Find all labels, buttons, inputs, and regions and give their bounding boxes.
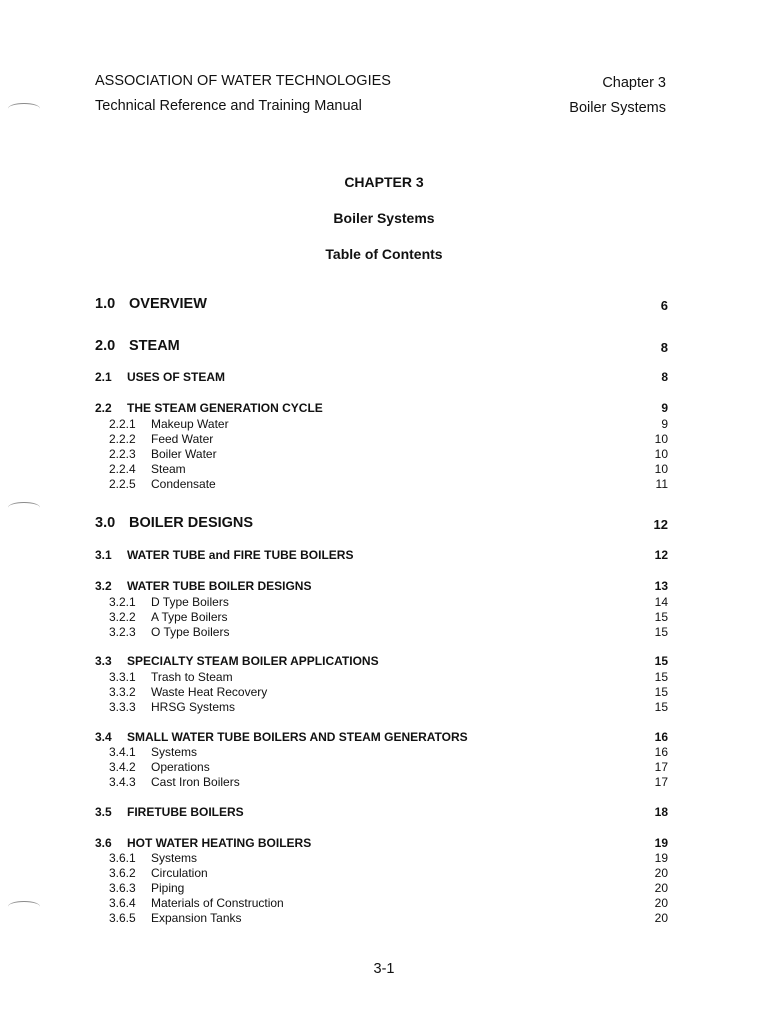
- toc-section-number: 3.4.1: [109, 745, 136, 759]
- toc-section-number: 3.4: [95, 730, 112, 744]
- chapter-title: CHAPTER 3: [344, 174, 424, 190]
- toc-page-number: 8: [660, 340, 668, 355]
- toc-section-number: 2.2.5: [109, 477, 136, 491]
- toc-page-number: 18: [654, 805, 668, 819]
- toc-page-number: 15: [654, 700, 668, 714]
- toc-section-number: 3.6.1: [109, 851, 136, 865]
- toc-page-number: 15: [654, 685, 668, 699]
- scan-artifact-mark: [8, 103, 40, 114]
- running-header-right: [569, 73, 666, 123]
- toc-page-number: 19: [654, 851, 668, 865]
- toc-page-number: 11: [655, 477, 668, 491]
- toc-section-title: Makeup Water: [151, 417, 229, 431]
- toc-section-title: Trash to Steam: [151, 670, 233, 684]
- toc-section-title: Materials of Construction: [151, 896, 284, 910]
- page-number: 3-1: [373, 961, 395, 977]
- toc-section-number: 3.6.3: [109, 881, 136, 895]
- organization-name: ASSOCIATION OF WATER TECHNOLOGIES: [95, 73, 391, 89]
- toc-section-number: 3.6.2: [109, 866, 136, 880]
- toc-section-title: FIRETUBE BOILERS: [127, 805, 244, 819]
- toc-section-title: O Type Boilers: [151, 625, 230, 639]
- toc-section-number: 3.2.1: [109, 595, 136, 609]
- toc-section-number: 3.4.2: [109, 760, 136, 774]
- toc-page-number: 15: [654, 654, 668, 668]
- toc-section-title: HRSG Systems: [151, 700, 236, 714]
- toc-section-number: 3.3.3: [109, 700, 136, 714]
- toc-page-number: 10: [654, 462, 668, 476]
- toc-section-title: Systems: [151, 851, 198, 865]
- toc-page-number: 17: [654, 760, 668, 774]
- toc-section-number: 3.3: [95, 654, 112, 668]
- toc-page-number: 10: [654, 432, 668, 446]
- chapter-label: Chapter 3: [602, 75, 666, 91]
- toc-title: Table of Contents: [325, 246, 443, 262]
- toc-section-title: Piping: [151, 881, 185, 895]
- toc-section-number: 2.2: [95, 401, 112, 415]
- running-header-left: [95, 71, 391, 121]
- toc-page-number: 9: [661, 417, 668, 431]
- scan-artifact-mark: [8, 901, 40, 912]
- toc-section-title: THE STEAM GENERATION CYCLE: [127, 401, 323, 415]
- toc-page-number: 15: [654, 610, 668, 624]
- toc-section-number: 3.6.4: [109, 896, 136, 910]
- toc-section-title: STEAM: [129, 338, 180, 354]
- toc-section-title: OVERVIEW: [129, 296, 207, 312]
- toc-section-title: Systems: [151, 745, 198, 759]
- toc-section-number: 3.5: [95, 805, 112, 819]
- chapter-subject: Boiler Systems: [569, 100, 666, 116]
- manual-name: Technical Reference and Training Manual: [95, 98, 362, 114]
- toc-section-number: 3.2.3: [109, 625, 136, 639]
- toc-section-number: 3.4.3: [109, 775, 136, 789]
- toc-section-title: SMALL WATER TUBE BOILERS AND STEAM GENERATORS: [127, 730, 468, 744]
- subject-title: Boiler Systems: [333, 210, 435, 226]
- toc-page-number: 12: [653, 517, 668, 532]
- toc-page-number: 20: [654, 881, 668, 895]
- toc-section-number: 2.2.2: [109, 432, 136, 446]
- toc-page-number: 16: [654, 730, 668, 744]
- toc-section-title: Condensate: [151, 477, 216, 491]
- toc-section-number: 3.6.5: [109, 911, 136, 925]
- toc-page-number: 17: [654, 775, 668, 789]
- toc-section-number: 3.2.2: [109, 610, 136, 624]
- toc-section-number: 2.2.1: [109, 417, 136, 431]
- toc-section-title: Waste Heat Recovery: [151, 685, 268, 699]
- toc-page-number: 10: [654, 447, 668, 461]
- toc-section-title: A Type Boilers: [151, 610, 228, 624]
- toc-section-number: 2.2.4: [109, 462, 136, 476]
- toc-section-title: WATER TUBE and FIRE TUBE BOILERS: [127, 548, 354, 562]
- toc-page-number: 13: [654, 579, 668, 593]
- toc-page-number: 15: [654, 625, 668, 639]
- scan-artifact-mark: [8, 502, 40, 513]
- toc-section-number: 3.6: [95, 836, 112, 850]
- toc-page-number: 8: [661, 370, 668, 384]
- toc-section-title: Cast Iron Boilers: [151, 775, 240, 789]
- toc-section-title: WATER TUBE BOILER DESIGNS: [127, 579, 312, 593]
- toc-section-title: D Type Boilers: [151, 595, 229, 609]
- toc-section-number: 2.1: [95, 370, 112, 384]
- toc-section-number: 2.0: [95, 338, 116, 354]
- toc-page-number: 9: [661, 401, 668, 415]
- toc-section-number: 3.2: [95, 579, 112, 593]
- toc-page-number: 14: [654, 595, 668, 609]
- toc-page-number: 20: [654, 896, 668, 910]
- toc-section-title: USES OF STEAM: [127, 370, 226, 384]
- toc-section-title: SPECIALTY STEAM BOILER APPLICATIONS: [127, 654, 379, 668]
- toc-page-number: 20: [654, 911, 668, 925]
- toc-page-number: 6: [660, 298, 668, 313]
- toc-section-number: 3.1: [95, 548, 112, 562]
- toc-page-number: 16: [654, 745, 668, 759]
- toc-page-number: 12: [654, 548, 668, 562]
- toc-section-number: 2.2.3: [109, 447, 136, 461]
- toc-section-number: 3.0: [95, 515, 116, 531]
- toc-section-title: HOT WATER HEATING BOILERS: [127, 836, 312, 850]
- toc-section-title: Steam: [151, 462, 186, 476]
- toc-section-number: 1.0: [95, 296, 116, 312]
- toc-section-title: Expansion Tanks: [151, 911, 242, 925]
- toc-page-number: 20: [654, 866, 668, 880]
- toc-section-title: Feed Water: [151, 432, 214, 446]
- toc-page-number: 15: [654, 670, 668, 684]
- toc-section-number: 3.3.2: [109, 685, 136, 699]
- toc-section-title: Circulation: [151, 866, 208, 880]
- toc-page-number: 19: [654, 836, 668, 850]
- toc-section-title: BOILER DESIGNS: [129, 515, 254, 531]
- toc-section-title: Operations: [151, 760, 210, 774]
- toc-section-number: 3.3.1: [109, 670, 136, 684]
- toc-section-title: Boiler Water: [151, 447, 217, 461]
